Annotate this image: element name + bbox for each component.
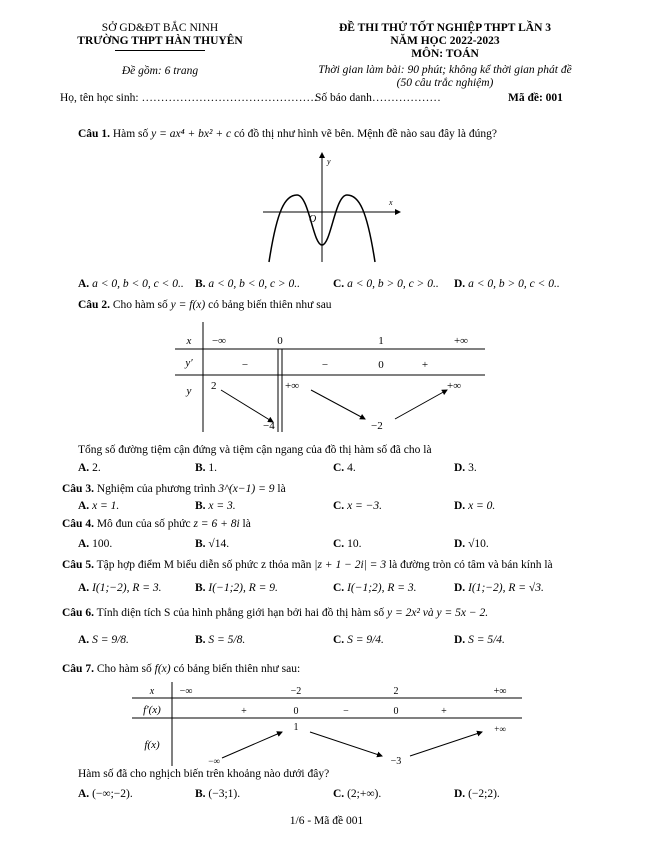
origin-label: O — [309, 214, 317, 225]
option-label: A. — [78, 500, 90, 512]
q5-option-c[interactable] — [333, 582, 417, 594]
question-number: Câu 6. — [62, 607, 94, 619]
option-text: (−3;1). — [208, 788, 241, 800]
x-val: 1 — [378, 335, 384, 347]
q4-option-b[interactable] — [195, 538, 229, 550]
option-text: 10. — [347, 538, 362, 550]
f-header: f(x) — [144, 739, 160, 751]
question-number: Câu 1. — [78, 128, 110, 140]
question-4 — [62, 518, 251, 530]
option-text: I(1;−2), R = 3. — [92, 582, 162, 594]
question-6 — [62, 607, 488, 619]
sign: 0 — [378, 359, 384, 371]
option-text: S = 5/8. — [208, 634, 246, 646]
option-label: D. — [454, 500, 466, 512]
f-val: −3 — [390, 756, 402, 767]
question-3 — [62, 483, 286, 495]
option-text: S = 5/4. — [468, 634, 505, 646]
option-label: A. — [78, 462, 90, 474]
question-7 — [62, 663, 300, 675]
question-number: Câu 3. — [62, 483, 94, 495]
quartic-graph — [255, 150, 405, 265]
question-text-2: có bảng biến thiên như sau — [208, 299, 332, 311]
option-label: D. — [454, 634, 466, 646]
q5-option-b[interactable] — [195, 582, 278, 594]
y-label: y — [327, 157, 331, 166]
question-formula: y = 2x² và y = 5x − 2. — [386, 607, 489, 619]
q3-option-c[interactable] — [333, 500, 382, 512]
option-label: C. — [333, 462, 345, 474]
option-label: B. — [195, 582, 206, 594]
option-label: A. — [78, 788, 90, 800]
option-text: S = 9/8. — [92, 634, 129, 646]
time-limit: Thời gian làm bài: 90 phút; không kể thời gian phát đề — [318, 64, 572, 76]
y-val: +∞ — [447, 380, 462, 392]
option-label: A. — [78, 538, 90, 550]
sign: − — [241, 359, 249, 371]
q6-option-c[interactable] — [333, 634, 384, 646]
y-val: −2 — [371, 420, 383, 432]
f-val: +∞ — [494, 724, 506, 734]
question-text: Tính diện tích S của hình phẳng giới hạn bởi hai đồ thị hàm số — [96, 607, 385, 619]
option-label: D. — [454, 278, 466, 290]
q7-option-b[interactable] — [195, 788, 240, 800]
option-label: B. — [195, 462, 206, 474]
question-number: Câu 7. — [62, 663, 94, 675]
question-text: Hàm số — [112, 128, 149, 140]
option-text: I(−1;2), R = 9. — [208, 582, 278, 594]
question-text-2: là — [277, 483, 286, 495]
option-text: 2. — [92, 462, 101, 474]
question-text-2: là — [242, 518, 251, 530]
sign: + — [441, 706, 447, 717]
option-text: √10. — [468, 538, 489, 550]
x-val: +∞ — [453, 335, 469, 347]
q6-option-d[interactable] — [454, 634, 505, 646]
option-text: 100. — [92, 538, 113, 550]
option-label: B. — [195, 788, 206, 800]
x-val: +∞ — [493, 686, 507, 697]
school-year: NĂM HỌC 2022-2023 — [390, 35, 500, 47]
option-label: B. — [195, 634, 206, 646]
option-text: x = 3. — [208, 500, 236, 512]
option-text: (−2;2). — [468, 788, 500, 800]
q3-option-b[interactable] — [195, 500, 236, 512]
question-1 — [78, 128, 497, 140]
x-val: −2 — [290, 686, 302, 697]
option-text: √14. — [208, 538, 230, 550]
option-label: C. — [333, 500, 345, 512]
option-label: A. — [78, 634, 90, 646]
q4-option-d[interactable] — [454, 538, 489, 550]
question-formula: z = 6 + 8i — [193, 518, 240, 530]
yp-header: y′ — [185, 357, 193, 369]
y-header: y — [186, 385, 192, 397]
sign: − — [321, 359, 329, 371]
option-text: (2;+∞). — [347, 788, 382, 800]
option-text: a < 0, b < 0, c > 0.. — [208, 278, 301, 290]
option-text: I(1;−2), R = √3. — [468, 582, 544, 594]
option-text: 1. — [208, 462, 218, 474]
f-val: −∞ — [208, 756, 220, 766]
q7-option-d[interactable] — [454, 788, 500, 800]
option-label: C. — [333, 582, 345, 594]
question-formula: f(x) — [154, 663, 171, 675]
option-text: S = 9/4. — [347, 634, 384, 646]
x-val: 2 — [393, 686, 399, 697]
school-name: TRƯỜNG THPT HÀN THUYÊN — [77, 35, 243, 47]
question-text: Cho hàm số — [112, 299, 168, 311]
page-count: Đề gồm: 6 trang — [121, 65, 199, 77]
q6-option-b[interactable] — [195, 634, 245, 646]
question-number: Câu 4. — [62, 518, 94, 530]
option-text: x = −3. — [347, 500, 383, 512]
q2-option-b[interactable] — [195, 462, 217, 474]
question-number: Câu 2. — [78, 299, 110, 311]
option-text: I(−1;2), R = 3. — [347, 582, 417, 594]
option-text: 3. — [468, 462, 477, 474]
y-val: 2 — [211, 380, 217, 392]
q1-option-c[interactable] — [333, 278, 439, 290]
q1-option-a[interactable] — [78, 278, 184, 290]
question-text: Tập hợp điểm M biểu diễn số phức z thỏa mãn — [96, 559, 312, 571]
question-text: Mô đun của số phức — [96, 518, 191, 530]
q4-option-a[interactable] — [78, 538, 112, 550]
sign: 0 — [293, 706, 299, 717]
variation-table-q2 — [175, 322, 485, 434]
variation-table-q7 — [132, 682, 522, 768]
question-formula: 3^(x−1) = 9 — [218, 483, 275, 495]
sign: − — [343, 706, 349, 717]
question-formula: |z + 1 − 2i| = 3 — [314, 559, 387, 571]
y-val: +∞ — [285, 380, 300, 392]
subject: MÔN: TOÁN — [411, 48, 479, 60]
page-footer: 1/6 - Mã đề 001 — [289, 815, 364, 827]
student-name-field: Họ, tên học sinh: ………………………………………. — [60, 92, 317, 104]
option-label: D. — [454, 538, 466, 550]
option-text: a < 0, b < 0, c < 0.. — [92, 278, 184, 290]
option-label: B. — [195, 538, 206, 550]
q7-option-c[interactable] — [333, 788, 381, 800]
school-underline — [115, 50, 205, 51]
x-val: −∞ — [211, 335, 227, 347]
option-label: C. — [333, 278, 345, 290]
option-text: a < 0, b > 0, c < 0.. — [468, 278, 560, 290]
option-text: x = 0. — [468, 500, 496, 512]
option-text: 4. — [347, 462, 356, 474]
question-formula: y = f(x) — [170, 299, 206, 311]
q6-option-a[interactable] — [78, 634, 129, 646]
q2-question: Tổng số đường tiệm cận đứng và tiệm cận ngang của đồ thị hàm số đã cho là — [78, 444, 432, 456]
q3-option-d[interactable] — [454, 500, 495, 512]
option-label: C. — [333, 538, 345, 550]
q3-option-a[interactable] — [78, 500, 119, 512]
option-label: A. — [78, 278, 90, 290]
option-label: D. — [454, 788, 466, 800]
question-text-2: có bảng biến thiên như sau: — [173, 663, 301, 675]
q1-option-b[interactable] — [195, 278, 300, 290]
option-text: x = 1. — [92, 500, 120, 512]
sign: 0 — [393, 706, 399, 717]
x-val: −∞ — [179, 686, 193, 697]
question-text: Cho hàm số — [96, 663, 152, 675]
x-label: x — [389, 198, 393, 207]
f-val: 1 — [293, 722, 299, 733]
sign: + — [421, 359, 429, 371]
question-2 — [78, 299, 332, 311]
question-5 — [62, 559, 553, 571]
sbd-field: Số báo danh……………… — [315, 92, 441, 104]
question-text-2: là đường tròn có tâm và bán kính là — [388, 559, 553, 571]
q7-question: Hàm số đã cho nghịch biến trên khoảng nào dưới đây? — [78, 768, 330, 780]
x-header: x — [186, 335, 192, 347]
q4-option-c[interactable] — [333, 538, 361, 550]
option-label: A. — [78, 582, 90, 594]
q7-option-a[interactable] — [78, 788, 133, 800]
option-label: D. — [454, 462, 466, 474]
dept-name: SỞ GD&ĐT BẮC NINH — [101, 22, 219, 34]
question-count: (50 câu trắc nghiệm) — [396, 77, 494, 89]
question-text: Nghiệm của phương trình — [96, 483, 216, 495]
exam-title: ĐỀ THI THỬ TỐT NGHIỆP THPT LẦN 3 — [338, 22, 552, 34]
option-label: C. — [333, 788, 345, 800]
option-label: C. — [333, 634, 345, 646]
question-text-2: có đồ thị như hình vẽ bên. Mệnh đề nào sau đây là đúng? — [233, 128, 497, 140]
q2-option-d[interactable] — [454, 462, 477, 474]
option-text: a < 0, b > 0, c > 0.. — [347, 278, 439, 290]
fp-header: f′(x) — [143, 704, 161, 716]
question-formula: y = ax⁴ + bx² + c — [151, 128, 232, 140]
option-text: (−∞;−2). — [92, 788, 133, 800]
q2-option-a[interactable] — [78, 462, 101, 474]
sign: + — [241, 706, 247, 717]
y-val: −4 — [263, 420, 275, 432]
q1-option-d[interactable] — [454, 278, 560, 290]
option-label: D. — [454, 582, 466, 594]
q5-option-a[interactable] — [78, 582, 162, 594]
x-val: 0 — [277, 335, 283, 347]
question-number: Câu 5. — [62, 559, 94, 571]
exam-code: Mã đề: 001 — [508, 92, 563, 104]
q5-option-d[interactable] — [454, 582, 544, 594]
x-header: x — [149, 686, 155, 697]
option-label: B. — [195, 500, 206, 512]
q2-option-c[interactable] — [333, 462, 356, 474]
option-label: B. — [195, 278, 206, 290]
